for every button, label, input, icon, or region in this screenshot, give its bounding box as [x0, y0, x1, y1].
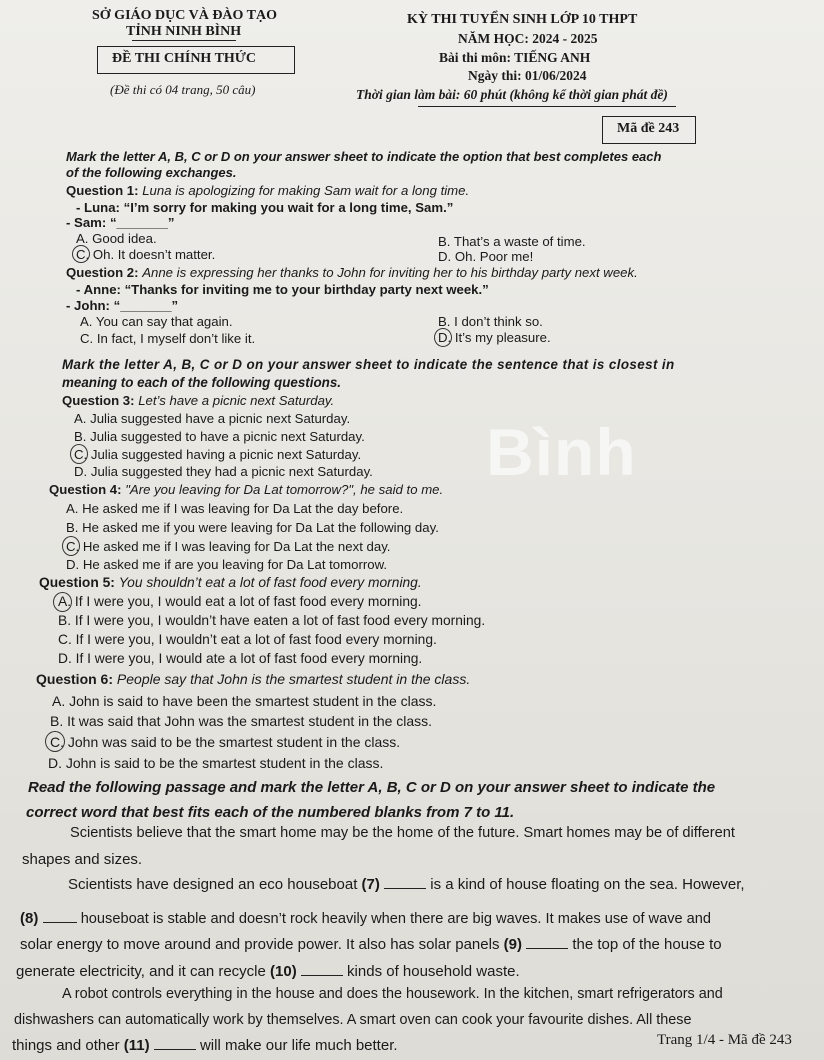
passage-line-7: A robot controls everything in the house and does the housework. In the kitchen, smart refrigerators and — [62, 986, 723, 1002]
page-footer: Trang 1/4 - Mã đề 243 — [657, 1032, 792, 1048]
time-underline — [418, 106, 676, 107]
q6-option-b: B. It was said that John was the smartest student in the class. — [50, 713, 433, 729]
q3-option-a: A. Julia suggested have a picnic next Saturday. — [74, 411, 351, 426]
blank-9 — [526, 936, 568, 949]
q3-option-b: B. Julia suggested to have a picnic next Saturday. — [74, 429, 365, 444]
school-year: NĂM HỌC: 2024 - 2025 — [458, 31, 598, 46]
q3-option-d: D. Julia suggested they had a picnic next Saturday. — [74, 464, 373, 479]
exam-date: Ngày thi: 01/06/2024 — [468, 68, 587, 83]
q4-option-d: D. He asked me if are you leaving for Da Lat tomorrow. — [66, 557, 388, 572]
passage-line-5: solar energy to move around and provide power. It also has solar panels (9) the top of the house to — [20, 936, 722, 953]
q3-option-c: C. Julia suggested having a picnic next Saturday. — [74, 447, 362, 462]
department-name: SỞ GIÁO DỤC VÀ ĐÀO TẠO — [92, 8, 278, 23]
q1-response-line: - Sam: “_______” — [66, 215, 175, 230]
q2-dialogue-line: - Anne: “Thanks for inviting me to your birthday party next week.” — [76, 282, 489, 297]
q6-option-d: D. John is said to be the smartest student in the class. — [48, 755, 384, 771]
section1-instruction: Mark the letter A, B, C or D on your answer sheet to indicate the option that best completes each — [66, 149, 662, 164]
q5-option-c: C. If I were you, I wouldn’t eat a lot of fast food every morning. — [58, 632, 437, 647]
q2-option-c: C. In fact, I myself don’t like it. — [80, 331, 256, 346]
time-note: Thời gian làm bài: 60 phút (không kể thời gian phát đề) — [356, 87, 668, 102]
blank-9-number: (9) — [503, 936, 522, 953]
passage-line-4: (8) houseboat is stable and doesn’t rock heavily when there are big waves. It makes use of wave and — [20, 910, 712, 927]
blank-10 — [301, 963, 343, 976]
passage-line-1: Scientists believe that the smart home may be the home of the future. Smart homes may be of different — [70, 825, 735, 841]
section3-instruction-cont: correct word that best fits each of the numbered blanks from 7 to 11. — [26, 804, 515, 821]
blank-8 — [43, 910, 77, 923]
subject: Bài thi môn: TIẾNG ANH — [439, 50, 591, 65]
blank-11-number: (11) — [123, 1037, 150, 1054]
q1-option-d: D. Oh. Poor me! — [438, 249, 534, 264]
exam-code: Mã đề 243 — [617, 121, 680, 136]
q2-option-a: A. You can say that again. — [80, 314, 233, 329]
question-1: Question 1: Luna is apologizing for making Sam wait for a long time. — [66, 183, 470, 198]
blank-11 — [154, 1037, 196, 1050]
passage-line-3: Scientists have designed an eco houseboat (7) is a kind of house floating on the sea. However, — [68, 876, 745, 893]
q1-dialogue-line: - Luna: “I’m sorry for making you wait for a long time, Sam.” — [76, 200, 454, 215]
blank-7 — [384, 876, 426, 889]
q4-option-a: A. He asked me if I was leaving for Da Lat the day before. — [66, 501, 404, 516]
pages-note: (Đề thi có 04 trang, 50 câu) — [110, 82, 256, 97]
question-4: Question 4: "Are you leaving for Da Lat tomorrow?", he said to me. — [49, 482, 444, 497]
province-name: TỈNH NINH BÌNH — [126, 24, 242, 39]
q5-option-b: B. If I were you, I wouldn’t have eaten a lot of fast food every morning. — [58, 613, 486, 628]
section1-instruction-cont: of the following exchanges. — [66, 165, 237, 180]
q3-answer-circle — [70, 444, 88, 464]
question-6: Question 6: People say that John is the smartest student in the class. — [36, 671, 471, 687]
q1-option-c: C. Oh. It doesn’t matter. — [76, 247, 216, 262]
section2-instruction-cont: meaning to each of the following questions. — [62, 375, 341, 390]
blank-8-number: (8) — [20, 910, 39, 927]
q2-option-b: B. I don’t think so. — [438, 314, 543, 329]
q1-option-b: B. That’s a waste of time. — [438, 234, 586, 249]
passage-line-9: things and other (11) will make our life much better. — [12, 1037, 398, 1054]
blank-7-number: (7) — [361, 876, 380, 893]
passage-line-6: generate electricity, and it can recycle (10) kinds of household waste. — [16, 963, 520, 980]
q4-option-b: B. He asked me if you were leaving for Da Lat the following day. — [66, 520, 439, 535]
question-2: Question 2: Anne is expressing her thanks to John for inviting her to his birthday party next week. — [66, 265, 638, 280]
q1-option-a: A. Good idea. — [76, 231, 157, 246]
q5-option-d: D. If I were you, I would ate a lot of fast food every morning. — [58, 651, 423, 666]
question-5: Question 5: You shouldn’t eat a lot of fast food every morning. — [39, 575, 422, 590]
question-3: Question 3: Let’s have a picnic next Saturday. — [62, 393, 335, 408]
section2-instruction: Mark the letter A, B, C or D on your answer sheet to indicate the sentence that is closest in — [62, 357, 675, 372]
q6-option-c: C. John was said to be the smartest student in the class. — [50, 734, 401, 750]
passage-line-2: shapes and sizes. — [22, 851, 143, 868]
exam-title: KỲ THI TUYỂN SINH LỚP 10 THPT — [407, 12, 638, 27]
section3-instruction: Read the following passage and mark the letter A, B, C or D on your answer sheet to indicate the — [28, 779, 716, 796]
q2-answer-circle — [434, 328, 452, 347]
passage-line-8: dishwashers can automatically work by themselves. A smart oven can cook your favourite dishes. All these — [14, 1012, 692, 1028]
header-underline — [132, 40, 236, 41]
q6-answer-circle — [45, 731, 65, 752]
official-label: ĐỀ THI CHÍNH THỨC — [112, 51, 257, 66]
watermark: Bình — [486, 415, 637, 489]
blank-10-number: (10) — [270, 963, 297, 980]
q5-answer-circle — [53, 592, 72, 612]
q5-option-a: A. If I were you, I would eat a lot of fast food every morning. — [58, 594, 422, 609]
q1-answer-circle — [72, 245, 90, 263]
q2-option-d: D. It’s my pleasure. — [438, 330, 551, 345]
q6-option-a: A. John is said to have been the smartest student in the class. — [52, 693, 437, 709]
q4-answer-circle — [62, 536, 80, 556]
q4-option-c: C. He asked me if I was leaving for Da Lat the next day. — [66, 539, 391, 554]
q2-response-line: - John: “_______” — [66, 298, 179, 313]
